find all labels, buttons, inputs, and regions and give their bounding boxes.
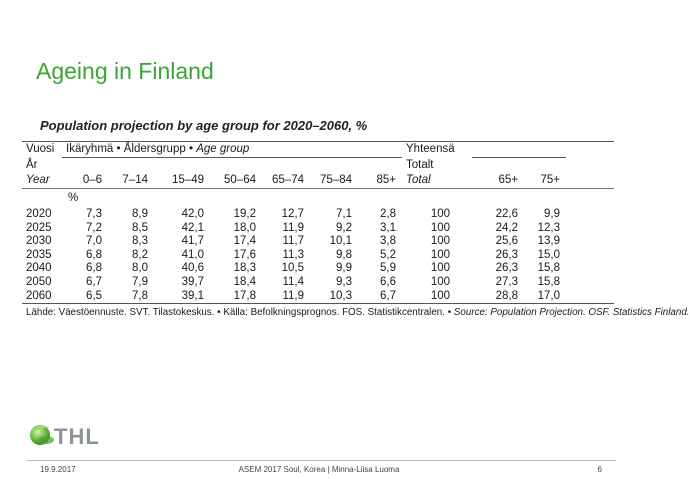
value-cell: 26,3 <box>495 248 519 261</box>
value-cell: 39,7 <box>181 275 204 288</box>
value-cell: 40,6 <box>181 262 204 275</box>
value-cell: 26,3 <box>495 262 519 275</box>
value-cell: 6,7 <box>358 290 402 304</box>
value-cell: 11,3 <box>282 248 304 261</box>
population-projection-table <box>22 141 614 304</box>
col-header-75plus: 75+ <box>524 173 566 189</box>
value-cell: 7,1 <box>336 208 352 220</box>
year-cell: 2030 <box>26 235 52 248</box>
value-cell: 15,0 <box>537 248 561 261</box>
value-cell: 10,3 <box>310 290 358 304</box>
value-cell: 8,9 <box>132 208 148 220</box>
value-cell: 18,3 <box>233 262 256 275</box>
table-row <box>22 290 614 304</box>
value-cell: 15,8 <box>537 275 561 288</box>
year-cell: 2020 <box>26 208 52 220</box>
value-cell: 17,0 <box>524 290 566 304</box>
col-header-85plus: 85+ <box>358 173 402 189</box>
value-cell: 7,3 <box>86 208 102 220</box>
value-cell: 18,4 <box>233 275 256 288</box>
value-cell: 100 <box>402 290 472 304</box>
value-cell: 17,6 <box>233 248 256 261</box>
value-cell: 13,9 <box>537 235 561 248</box>
value-cell: 42,1 <box>181 221 204 234</box>
year-header-en: Year <box>22 173 62 189</box>
col-header-15-49: 15–49 <box>154 173 210 189</box>
value-cell: 2,8 <box>380 208 397 220</box>
value-cell: 41,7 <box>181 235 204 248</box>
value-cell: 9,9 <box>336 262 352 275</box>
slide-title: Ageing in Finland <box>36 58 214 84</box>
table-row <box>22 249 614 263</box>
year-header-sv: År <box>26 158 38 171</box>
value-cell: 24,2 <box>495 221 519 234</box>
value-cell: 12,3 <box>537 221 561 234</box>
value-cell: 3,8 <box>380 235 397 248</box>
value-cell: 5,2 <box>380 248 397 261</box>
value-cell: 28,8 <box>472 290 524 304</box>
table-row <box>22 208 614 222</box>
col-header-65-74: 65–74 <box>262 173 310 189</box>
value-cell: 9,2 <box>336 221 352 234</box>
value-cell: 41,0 <box>181 248 204 261</box>
value-cell: 19,2 <box>233 208 256 220</box>
value-cell: 15,8 <box>537 262 561 275</box>
value-cell: 6,8 <box>86 248 102 261</box>
table-source: Lähde: Väestöennuste. SVT. Tilastokeskus. • Källa: Befolkningsprognos. FOS. Statistikcentralen. • Source: Population Projection. OSF. Statistics Finland. <box>26 307 690 319</box>
value-cell: 11,9 <box>262 290 310 304</box>
value-cell: 6,8 <box>86 262 102 275</box>
value-cell: 3,1 <box>380 221 397 234</box>
value-cell: 11,7 <box>282 235 304 248</box>
value-cell: 42,0 <box>181 208 204 220</box>
value-cell: 8,5 <box>132 221 148 234</box>
logo-text: THL <box>54 424 100 449</box>
total-header-en: Total <box>402 173 472 189</box>
value-cell: 12,7 <box>281 208 304 220</box>
value-cell: 18,0 <box>233 221 256 234</box>
value-cell: 11,4 <box>282 275 304 288</box>
value-cell: 7,9 <box>132 275 148 288</box>
value-cell: 9,9 <box>544 208 561 220</box>
value-cell: 17,8 <box>210 290 262 304</box>
total-header-sv: Totalt <box>406 158 434 171</box>
table-body <box>22 208 614 304</box>
value-cell: 25,6 <box>495 235 519 248</box>
page-number: 6 <box>597 465 602 474</box>
value-cell: 100 <box>430 221 451 234</box>
value-cell: 39,1 <box>154 290 210 304</box>
value-cell: 6,6 <box>380 275 397 288</box>
slide-footer <box>0 460 638 479</box>
value-cell: 7,2 <box>86 221 102 234</box>
unit-row <box>22 189 614 209</box>
population-table-figure <box>22 118 690 319</box>
table-row <box>22 222 614 236</box>
unit-label: % <box>68 192 79 204</box>
col-header-7-14: 7–14 <box>108 173 154 189</box>
value-cell: 11,9 <box>282 221 304 234</box>
value-cell: 100 <box>430 235 451 248</box>
value-cell: 100 <box>430 248 451 261</box>
value-cell: 17,4 <box>233 235 256 248</box>
value-cell: 100 <box>430 275 451 288</box>
footer-date: 19.9.2017 <box>40 465 76 474</box>
value-cell: 6,7 <box>86 275 102 288</box>
age-group-header: Ikäryhmä • Åldersgrupp • Age group <box>62 142 402 158</box>
table-row <box>22 262 614 276</box>
value-cell: 8,0 <box>132 262 148 275</box>
value-cell: 100 <box>430 262 451 275</box>
year-header-fi: Vuosi <box>22 142 62 158</box>
table-row <box>22 276 614 290</box>
value-cell: 27,3 <box>495 275 519 288</box>
table-row <box>22 235 614 249</box>
col-header-0-6: 0–6 <box>62 173 108 189</box>
table-caption: Population projection by age group for 2020–2060, % <box>40 118 368 133</box>
footer-event: ASEM 2017 Soul, Korea | Minna-Liisa Luoma <box>238 465 400 474</box>
value-cell: 8,3 <box>132 235 148 248</box>
col-header-50-64: 50–64 <box>210 173 262 189</box>
col-header-65plus: 65+ <box>472 173 524 189</box>
value-cell: 9,8 <box>336 248 352 261</box>
col-header-75-84: 75–84 <box>310 173 358 189</box>
year-cell: 2040 <box>26 262 52 275</box>
value-cell: 8,2 <box>132 248 148 261</box>
value-cell: 22,6 <box>495 208 519 220</box>
header-row-3 <box>22 173 614 189</box>
value-cell: 9,3 <box>336 275 352 288</box>
value-cell: 7,0 <box>86 235 102 248</box>
value-cell: 7,8 <box>108 290 154 304</box>
year-cell: 2050 <box>26 275 52 288</box>
header-row-2 <box>22 158 614 174</box>
value-cell: 10,5 <box>281 262 304 275</box>
value-cell: 10,1 <box>329 235 352 248</box>
value-cell: 6,5 <box>62 290 108 304</box>
year-cell: 2035 <box>26 248 52 261</box>
total-header-fi: Yhteensä <box>402 142 472 158</box>
header-row-1 <box>22 142 614 158</box>
year-cell: 2025 <box>26 221 52 234</box>
value-cell: 100 <box>430 208 451 220</box>
year-cell: 2060 <box>22 290 62 304</box>
value-cell: 5,9 <box>380 262 397 275</box>
